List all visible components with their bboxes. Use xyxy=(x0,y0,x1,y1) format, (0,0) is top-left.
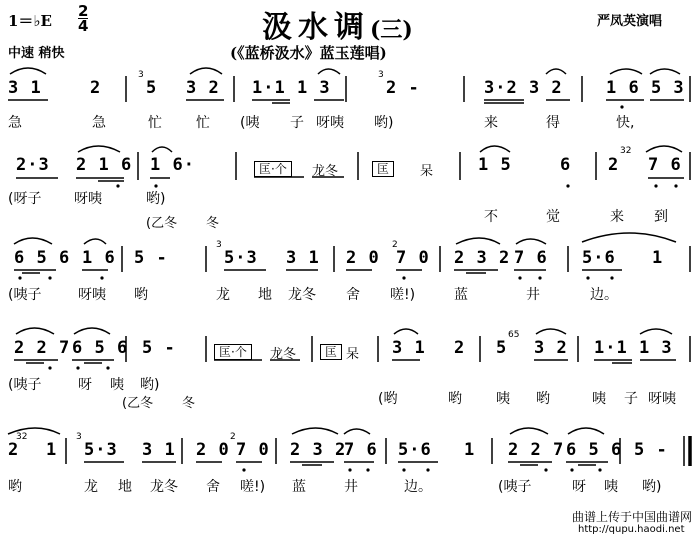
lyric: 哟) xyxy=(146,191,166,207)
notes: 7 6 xyxy=(514,248,548,268)
key-signature: 1＝♭E xyxy=(8,12,52,30)
lyric: 呀 xyxy=(78,377,92,393)
lyric: 井 xyxy=(526,287,540,303)
notes: 2 2 7 xyxy=(508,440,565,460)
slur xyxy=(190,68,222,74)
lyric: 来 xyxy=(484,115,498,131)
notes: 1 5 xyxy=(478,155,512,175)
grace-note: 3 xyxy=(378,70,384,80)
slur xyxy=(650,69,680,74)
lyric: 哟) xyxy=(374,115,394,131)
percussion-box: 匡 xyxy=(320,343,342,360)
notes: 5 xyxy=(146,78,158,98)
lyric: 子 xyxy=(624,391,638,407)
lyric: 冬 xyxy=(182,396,196,411)
notes: 7 6 xyxy=(344,440,378,460)
lyric: 呀咦 xyxy=(648,391,676,407)
grace-note: 2 xyxy=(230,432,236,442)
lyric: 井 xyxy=(344,479,358,495)
notes: 7 6 xyxy=(648,155,682,175)
percussion-text: 呆 xyxy=(420,164,434,179)
lyric: 呀咦 xyxy=(78,287,106,303)
lyric: 急 xyxy=(8,115,22,131)
slur xyxy=(610,69,642,74)
lyric: 来 xyxy=(610,209,624,225)
lyric: 呀咦 xyxy=(74,191,102,207)
notes: 6 5 6 xyxy=(72,338,129,358)
notes: 5 - xyxy=(142,338,176,358)
lyric: (乙冬 xyxy=(146,216,178,231)
lyric: 觉 xyxy=(546,209,560,225)
performer: 严凤英演唱 xyxy=(597,14,663,29)
lyric: (呀子 xyxy=(8,191,42,207)
notes: 2 3 2 xyxy=(454,248,511,268)
lyric: (咦子 xyxy=(8,287,42,303)
grace-note: 65 xyxy=(508,330,520,340)
notes: 2 - xyxy=(386,78,420,98)
lyric: (哟 xyxy=(378,391,398,407)
notes: 1 xyxy=(46,440,58,460)
notes: 2·3 xyxy=(16,155,50,175)
lyric: 龙冬 xyxy=(288,287,316,303)
grace-note: 2 xyxy=(392,240,398,250)
notes: 1 xyxy=(652,248,664,268)
grace-note: 32 xyxy=(16,432,28,442)
notes: 2 xyxy=(454,338,466,358)
notes: 3 1 xyxy=(142,440,176,460)
notes: 5·6 xyxy=(398,440,432,460)
notes: 5 xyxy=(496,338,508,358)
tempo-marking: 中速 稍快 xyxy=(8,46,65,61)
lyric: 地 xyxy=(258,287,272,303)
lyric: 咦 xyxy=(604,479,618,495)
notes: 6 5 6 xyxy=(14,248,71,268)
lyric: 咦 xyxy=(496,391,510,407)
site-credit: 曲谱上传于中国曲谱网 xyxy=(572,510,693,524)
notes: 1 xyxy=(464,440,476,460)
lyric: 哟 xyxy=(536,391,550,407)
notes: 2 xyxy=(8,440,20,460)
lyric: 忙 xyxy=(148,115,162,131)
lyric: 舍 xyxy=(346,287,360,303)
lyric: 快, xyxy=(616,115,635,131)
notes: 2 2 7 xyxy=(14,338,71,358)
lyric: 哟 xyxy=(134,287,148,303)
lyric: (乙冬 xyxy=(122,396,154,411)
notes: 5 - xyxy=(634,440,668,460)
notes: 3·2 3 2 xyxy=(484,78,563,98)
lyric: 到 xyxy=(654,209,668,225)
percussion-box: 匡 xyxy=(372,160,394,177)
lyric: 急 xyxy=(92,115,106,131)
lyric: 子 xyxy=(290,115,304,131)
notes: 5·6 xyxy=(582,248,616,268)
notes: 2 0 xyxy=(346,248,380,268)
notes: 2 3 2 xyxy=(290,440,347,460)
lyric: 呀咦 xyxy=(316,115,344,131)
notes: 1 6· xyxy=(150,155,195,175)
lyric: (咦 xyxy=(240,115,260,131)
lyric: 哟 xyxy=(8,479,22,495)
notes: 5·3 xyxy=(84,440,118,460)
notes: 1·1 1 3 xyxy=(252,78,331,98)
notes: 3 2 xyxy=(534,338,568,358)
percussion-text: 龙冬 xyxy=(312,164,339,179)
lyric: (咦子 xyxy=(8,377,42,393)
lyric: 龙冬 xyxy=(150,479,178,495)
lyric: 边。 xyxy=(404,479,432,495)
notes: 7 0 xyxy=(396,248,430,268)
slur xyxy=(318,69,340,74)
lyric: (咦子 xyxy=(498,479,532,495)
notes: 1·1 1 3 xyxy=(594,338,673,358)
notes: 3 1 xyxy=(392,338,426,358)
grace-note: 3 xyxy=(216,240,222,250)
notes: 2 1 6 xyxy=(76,155,133,175)
song-title: 汲水调(三) xyxy=(262,10,413,45)
lyric: 蓝 xyxy=(292,479,306,495)
percussion-text: 龙冬 xyxy=(270,347,297,362)
notes: 6 xyxy=(560,155,572,175)
lyric: 龙 xyxy=(216,287,230,303)
lyric: 哟) xyxy=(642,479,662,495)
lyric: 地 xyxy=(118,479,132,495)
lyric: 蓝 xyxy=(454,287,468,303)
lyric: 哟 xyxy=(448,391,462,407)
lyric: 边。 xyxy=(590,287,618,303)
notes: 1 6 5 3 xyxy=(606,78,685,98)
lyric: 龙 xyxy=(84,479,98,495)
grace-note: 3 xyxy=(138,70,144,80)
lyric: 嗟!) xyxy=(390,287,416,303)
slur xyxy=(546,69,566,74)
lyric: 冬 xyxy=(206,216,220,231)
notes: 5 - xyxy=(134,248,168,268)
percussion-box: 匡·个 xyxy=(214,343,252,360)
notes: 3 1 xyxy=(8,78,42,98)
grace-note: 3 xyxy=(76,432,82,442)
notes: 2 xyxy=(90,78,102,98)
lyric: 不 xyxy=(484,209,498,225)
lyric: 舍 xyxy=(206,479,220,495)
lyric: 得 xyxy=(546,115,560,131)
grace-note: 32 xyxy=(620,146,632,156)
time-signature: $\frac{2}{4}$ xyxy=(78,2,89,35)
lyric: 咦 xyxy=(110,377,124,393)
notes: 5·3 xyxy=(224,248,258,268)
song-subtitle: (《蓝桥汲水》蓝玉莲唱) xyxy=(230,44,387,62)
site-url: http://qupu.haodi.net xyxy=(578,524,685,535)
lyric: 呀 xyxy=(572,479,586,495)
notes: 1 6 xyxy=(82,248,116,268)
notes: 2 xyxy=(608,155,620,175)
lyric: 嗟!) xyxy=(240,479,266,495)
slur xyxy=(10,68,46,74)
lyric: 忙 xyxy=(196,115,210,131)
notes: 2 0 xyxy=(196,440,230,460)
notes: 6 5 6 xyxy=(566,440,623,460)
percussion-text: 呆 xyxy=(346,347,360,362)
percussion-box: 匡·个 xyxy=(254,160,292,177)
notes: 7 0 xyxy=(236,440,270,460)
lyric: 哟) xyxy=(140,377,160,393)
notes: 3 2 xyxy=(186,78,220,98)
notes: 3 1 xyxy=(286,248,320,268)
lyric: 咦 xyxy=(592,391,606,407)
